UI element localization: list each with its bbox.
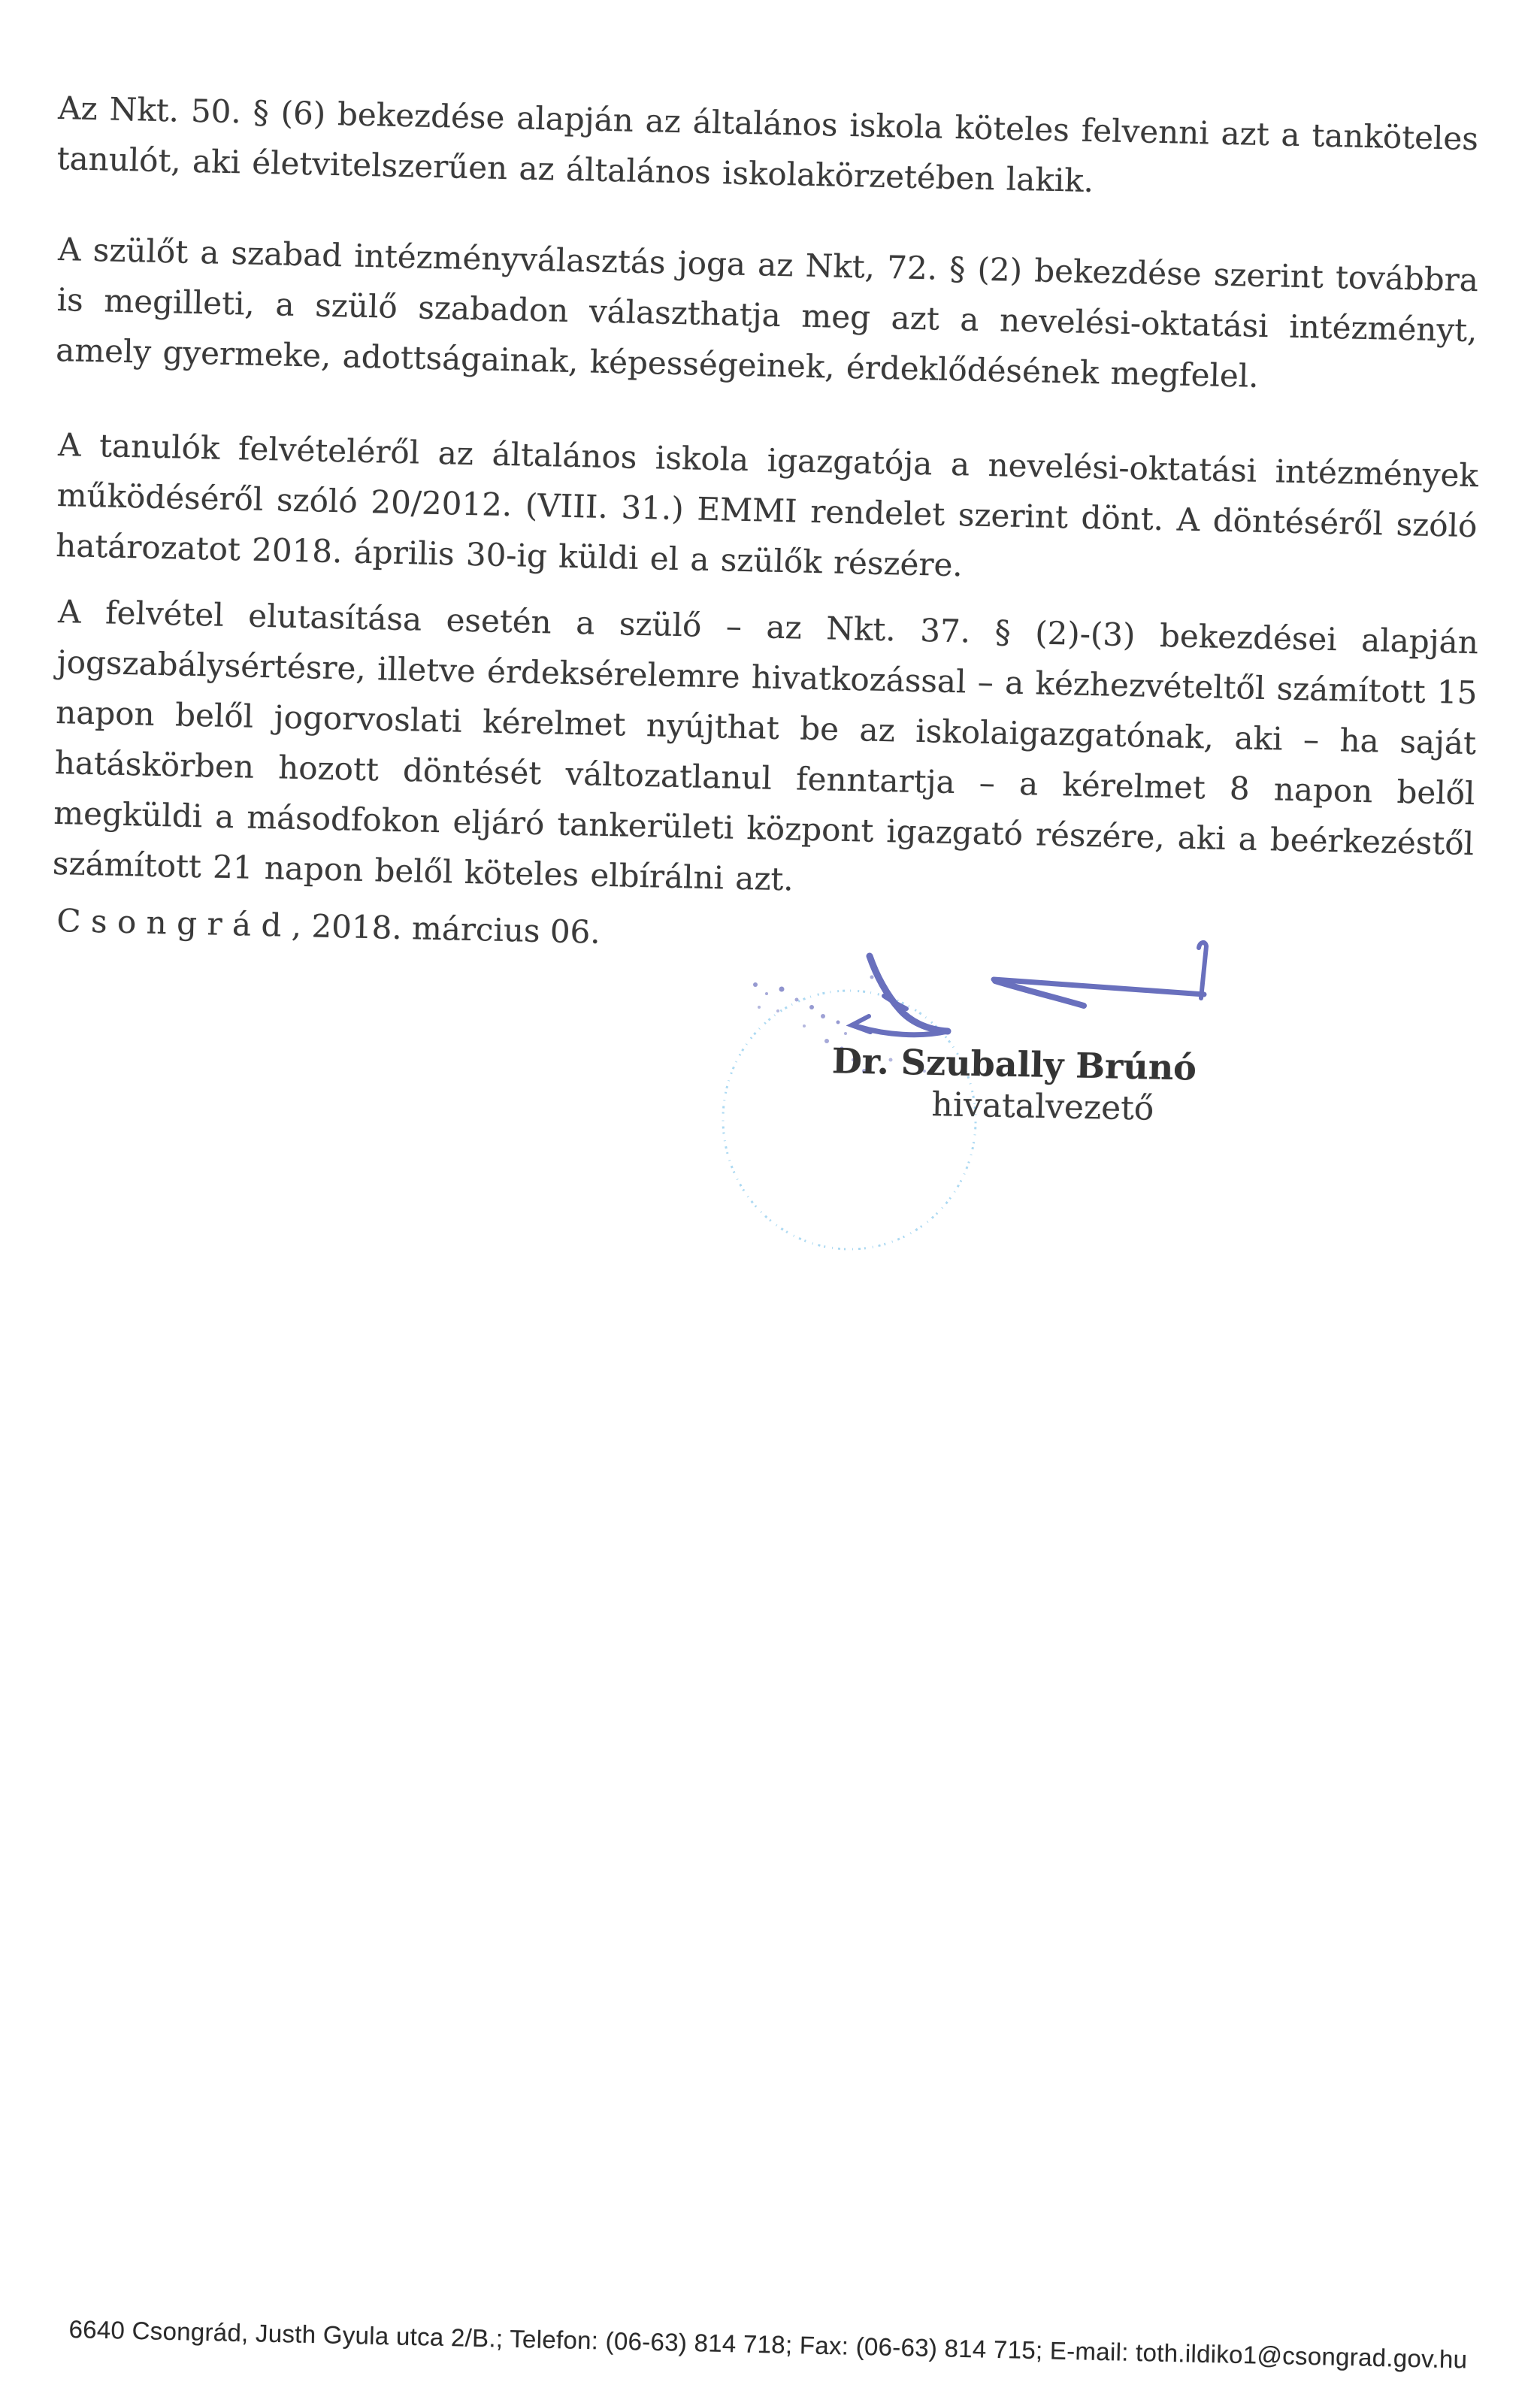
paragraph-2: A szülőt a szabad intézményválasztás joga az Nkt, 72. § (2) bekezdése szerint továbbra is megilleti, a szülő szabadon választhatja meg azt a nevelési-oktatási intézményt, amely gyermeke, adottságainak, képességeinek, érdeklődésének megfelel.	[55, 230, 1479, 395]
paragraph-4: A felvétel elutasítása esetén a szülő – az Nkt. 37. § (2)-(3) bekezdései alapján jogszabálysértésre, illetve érdeksérelemre hivatkozással – a kézhezvételtől számított 15 napon belől jogorvoslati kérelmet nyújthat be az iskolaigazgatónak, aki – ha saját hatáskörben hozott döntését változatlanul fenntartja – a kérelmet 8 napon belől megküldi a másodfokon eljáró tankerületi központ igazgató részére, aki a beérkezéstől számított 21 napon belől köteles elbírálni azt.	[52, 592, 1479, 898]
paragraph-1: Az Nkt. 50. § (6) bekezdése alapján az általános iskola köteles felvenni azt a tanköteles tanulót, aki életvitelszerűen az általános iskolakörzetében lakik.	[56, 89, 1479, 200]
dateline	[56, 902, 601, 951]
footer-contact-line: 6640 Csongrád, Justh Gyula utca 2/B.; Telefon: (06-63) 814 718; Fax: (06-63) 814 715; E-mail: toth.ildiko1@csongrad.gov.hu	[68, 2315, 1468, 2374]
dateline-date: , 2018. március 06.	[291, 906, 601, 951]
signature-scribble	[852, 943, 1206, 1035]
signatory-name: Dr. Szubally Brúnó	[831, 1040, 1197, 1088]
signatory-title: hivatalvezető	[931, 1085, 1154, 1128]
paragraph-3: A tanulók felvételéről az általános iskola igazgatója a nevelési-oktatási intézmények működéséről szóló 20/2012. (VIII. 31.) EMMI rendelet szerint dönt. A döntéséről szóló határozatot 2018. április 30-ig küldi el a szülők részére.	[55, 425, 1479, 584]
dateline-city: Csongrád	[56, 902, 292, 944]
